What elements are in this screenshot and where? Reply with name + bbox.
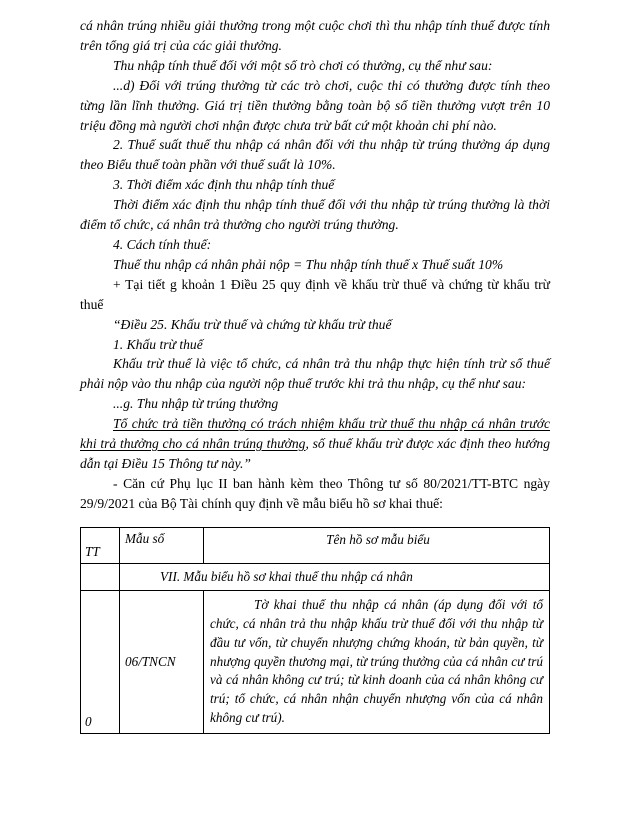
paragraph-3: ...d) Đối với trúng thưởng từ các trò chơi, cuộc thi có thưởng được tính theo từng lần lĩnh thưởng. Giá trị tiền thưởng bằng toàn bộ số tiền thưởng vượt trên 10 triệu đồng mà người chơi nhận được chưa trừ bất cứ một khoản chi phí nào.: [80, 77, 550, 133]
paragraph-12: Khấu trừ thuế là việc tổ chức, cá nhân trả thu nhập thực hiện tính trừ số thuế phải nộp vào thu nhập của người nộp thuế trước khi trả thu nhập, cụ thể như sau:: [80, 356, 550, 392]
table-section-row: [81, 563, 550, 591]
table-header-row: [81, 527, 550, 563]
paragraph-8-formula: Thuế thu nhập cá nhân phải nộp = Thu nhập tính thuế x Thuế suất 10%: [113, 256, 504, 272]
paragraph-2: Thu nhập tính thuế đối với một số trò chơi có thưởng, cụ thể như sau:: [113, 57, 493, 73]
table-header-mau-so: Mẫu số: [120, 527, 204, 563]
paragraph-6: Thời điểm xác định thu nhập tính thuế đối với thu nhập từ trúng thưởng là thời điểm tổ chức, cá nhân trả thưởng cho người trúng thưởng.: [80, 197, 550, 233]
paragraph-14-underlined: [80, 414, 550, 474]
table-cell-ten-ho-so: Tờ khai thuế thu nhập cá nhân (áp dụng đối với tổ chức, cá nhân trả thu nhập khấu trừ thuế đối với thu nhập từ đầu tư vốn, từ chuyển nhượng chứng khoán, từ bản quyền, từ nhượng quyền thương mại, từ trúng thưởng của cá nhân cư trú và cá nhân không cư trú; từ kinh doanh của cá nhân không cư trú; tổ chức, cá nhân nhận chuyển nhượng vốn của cá nhân không cư trú).: [204, 591, 550, 733]
table-section-label: VII. Mẫu biểu hồ sơ khai thuế thu nhập cá nhân: [120, 563, 550, 591]
paragraph-11-heading: 1. Khấu trừ thuế: [113, 336, 203, 352]
paragraph-7-heading: 4. Cách tính thuế:: [113, 236, 212, 252]
table-header-tt: TT: [81, 527, 120, 563]
paragraph-1: cá nhân trúng nhiều giải thưởng trong một cuộc chơi thì thu nhập tính thuế được tính trên tổng giá trị của các giải thưởng.: [80, 18, 550, 53]
table-header-ten-ho-so: Tên hồ sơ mẫu biểu: [204, 527, 550, 563]
table-cell-tt: 0: [81, 591, 120, 733]
clause-remainder: , số thuế khấu trừ được xác định theo hướng dẫn tại Điều 15 Thông tư này.”: [80, 436, 550, 471]
paragraph-5-heading: 3. Thời điểm xác định thu nhập tính thuế: [113, 177, 335, 193]
paragraph-15-citation: - Căn cứ Phụ lục II ban hành kèm theo Thông tư số 80/2021/TT-BTC ngày 29/9/2021 của Bộ Tài chính quy định về mẫu biểu hồ sơ khai thuế:: [80, 475, 550, 511]
paragraph-13-heading: ...g. Thu nhập từ trúng thưởng: [113, 396, 279, 412]
document-body: [80, 16, 550, 734]
underlined-clause: Tổ chức trả tiền thưởng có trách nhiệm khấu trừ thuế thu nhập cá nhân trước khi trả thưởng cho cá nhân trúng thưởng: [80, 416, 550, 452]
table-section-empty-cell: [81, 563, 120, 591]
mau-bieu-ho-so-khai-thue-table: [80, 527, 550, 734]
paragraph-10-article-heading: “Điều 25. Khấu trừ thuế và chứng từ khấu trừ thuế: [113, 316, 392, 332]
paragraph-4: 2. Thuế suất thuế thu nhập cá nhân đối với thu nhập từ trúng thưởng áp dụng theo Biểu thuế toàn phần với thuế suất là 10%.: [80, 137, 550, 173]
paragraph-9-citation: + Tại tiết g khoản 1 Điều 25 quy định về khấu trừ thuế và chứng từ khấu trừ thuế: [80, 276, 550, 312]
table-row: [81, 591, 550, 733]
table-cell-mau-so: 06/TNCN: [120, 591, 204, 733]
